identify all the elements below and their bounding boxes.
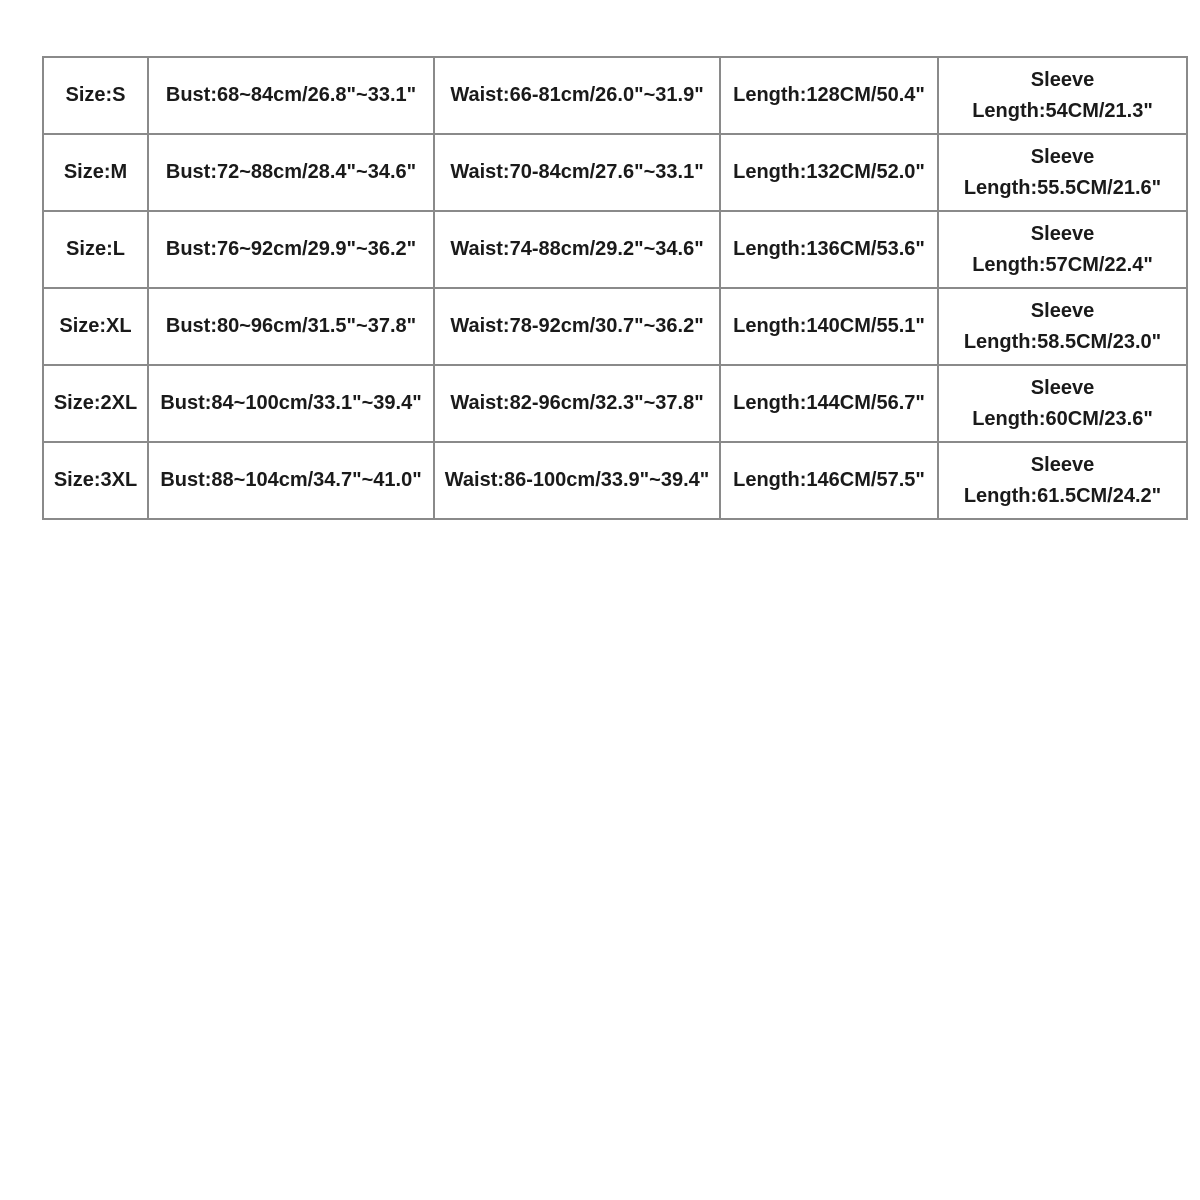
length-cell: Length:144CM/56.7" <box>720 365 938 442</box>
sleeve-length-cell <box>938 134 1187 211</box>
sleeve-label: Sleeve <box>1030 145 1095 168</box>
size-cell: Size:M <box>43 134 148 211</box>
size-row-s <box>43 57 1187 134</box>
size-cell: Size:L <box>43 211 148 288</box>
size-row-xl <box>43 288 1187 365</box>
bust-cell: Bust:76~92cm/29.9"~36.2" <box>148 211 434 288</box>
waist-cell: Waist:86-100cm/33.9"~39.4" <box>434 442 720 519</box>
sleeve-length-cell <box>938 211 1187 288</box>
sleeve-label: Sleeve <box>1030 376 1095 399</box>
sleeve-label: Sleeve <box>1030 299 1095 322</box>
waist-cell: Waist:70-84cm/27.6"~33.1" <box>434 134 720 211</box>
waist-cell: Waist:82-96cm/32.3"~37.8" <box>434 365 720 442</box>
size-cell: Size:S <box>43 57 148 134</box>
waist-cell: Waist:78-92cm/30.7"~36.2" <box>434 288 720 365</box>
size-row-l <box>43 211 1187 288</box>
length-cell: Length:128CM/50.4" <box>720 57 938 134</box>
sleeve-value: Length:61.5CM/24.2" <box>963 484 1162 507</box>
size-row-3xl <box>43 442 1187 519</box>
bust-cell: Bust:84~100cm/33.1"~39.4" <box>148 365 434 442</box>
bust-cell: Bust:72~88cm/28.4"~34.6" <box>148 134 434 211</box>
size-cell: Size:XL <box>43 288 148 365</box>
waist-cell: Waist:74-88cm/29.2"~34.6" <box>434 211 720 288</box>
sleeve-length-cell <box>938 57 1187 134</box>
length-cell: Length:132CM/52.0" <box>720 134 938 211</box>
size-cell: Size:2XL <box>43 365 148 442</box>
sleeve-value: Length:57CM/22.4" <box>972 253 1153 276</box>
length-cell: Length:136CM/53.6" <box>720 211 938 288</box>
length-cell: Length:146CM/57.5" <box>720 442 938 519</box>
sleeve-length-cell <box>938 442 1187 519</box>
sleeve-label: Sleeve <box>1030 68 1095 91</box>
sleeve-length-cell <box>938 288 1187 365</box>
sleeve-label: Sleeve <box>1030 222 1095 245</box>
length-cell: Length:140CM/55.1" <box>720 288 938 365</box>
sleeve-value: Length:54CM/21.3" <box>972 99 1153 122</box>
size-row-m <box>43 134 1187 211</box>
size-row-2xl <box>43 365 1187 442</box>
bust-cell: Bust:88~104cm/34.7"~41.0" <box>148 442 434 519</box>
waist-cell: Waist:66-81cm/26.0"~31.9" <box>434 57 720 134</box>
bust-cell: Bust:68~84cm/26.8"~33.1" <box>148 57 434 134</box>
bust-cell: Bust:80~96cm/31.5"~37.8" <box>148 288 434 365</box>
size-cell: Size:3XL <box>43 442 148 519</box>
sleeve-value: Length:60CM/23.6" <box>972 407 1153 430</box>
sleeve-length-cell <box>938 365 1187 442</box>
sleeve-value: Length:55.5CM/21.6" <box>963 176 1162 199</box>
sleeve-value: Length:58.5CM/23.0" <box>963 330 1162 353</box>
size-chart-table <box>42 56 1188 520</box>
sleeve-label: Sleeve <box>1030 453 1095 476</box>
